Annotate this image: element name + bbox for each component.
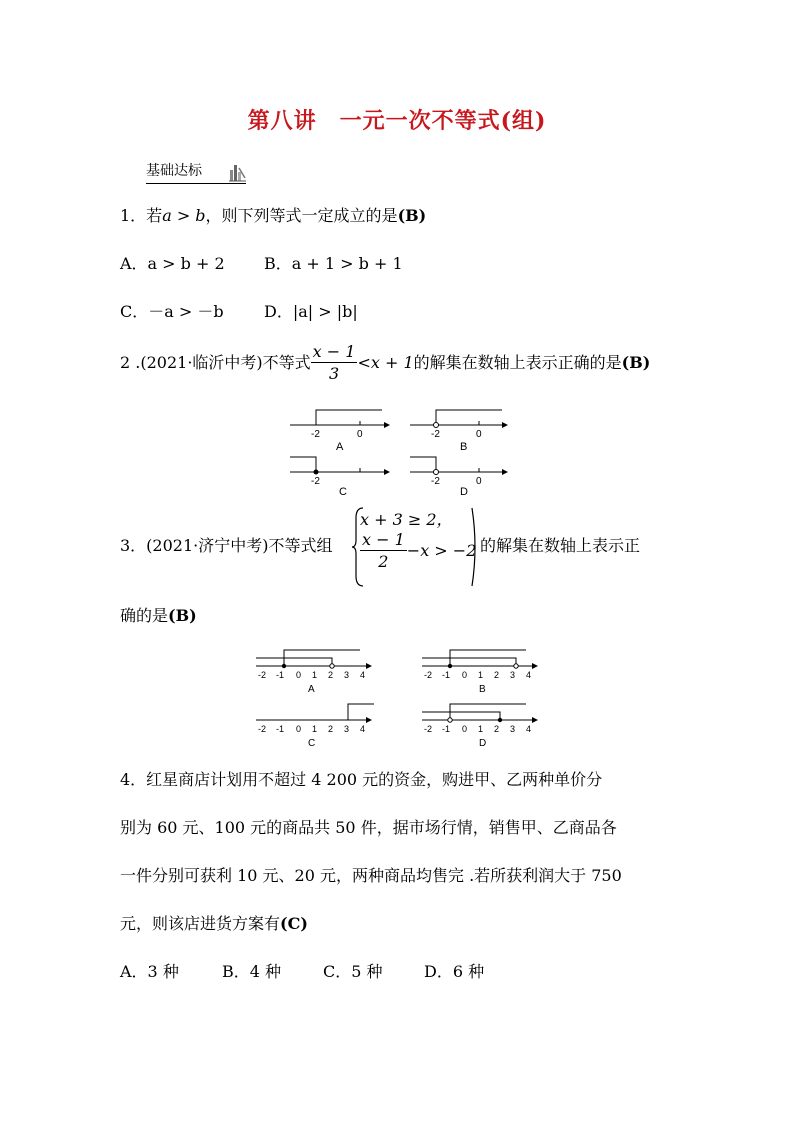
q3-a-tick: 3 [344, 670, 350, 680]
q3-a-tick: 0 [296, 670, 302, 680]
q3-a-tick: -1 [276, 670, 285, 680]
q3-c-tick: 1 [312, 724, 318, 734]
q4-line4-text: 元，则该店进货方案有 [120, 914, 281, 933]
q3-b-tick: -1 [442, 670, 451, 680]
q2-suffix: 的解集在数轴上表示正确的是 [413, 353, 622, 372]
q3-line2-text: 确的是 [120, 606, 169, 625]
q1-option-d: D．|a| > |b| [264, 302, 358, 321]
q2-diagram-c [290, 457, 390, 498]
q1-prefix: 1．若 [120, 206, 163, 225]
q3-right-paren [470, 506, 480, 588]
q3-a-tick: 2 [328, 670, 334, 680]
q3-line-continued [120, 606, 197, 626]
q4-option-a: A．3 种 [120, 962, 179, 981]
q3-a-tick: -2 [258, 670, 267, 680]
q3-b-tick: 1 [478, 670, 484, 680]
q2-c-tick-neg2: -2 [311, 476, 320, 487]
q3-c-tick: 3 [344, 724, 350, 734]
q2-frac-denominator: 3 [328, 364, 340, 383]
q3-b-tick: 3 [510, 670, 516, 680]
q1-option-a: A．a > b + 2 [120, 254, 225, 273]
q3-frac-numerator: x − 1 [362, 530, 405, 549]
q2-diagram-b [410, 410, 508, 453]
q3-diagram-c [256, 704, 374, 749]
q2-b-label: B [460, 441, 468, 453]
q3-b-tick: 0 [462, 670, 468, 680]
question-2-stem [120, 342, 650, 385]
q4-option-b: B．4 种 [222, 962, 282, 981]
q3-a-tick: 4 [360, 670, 366, 680]
q2-d-tick-neg2: -2 [431, 476, 440, 487]
q2-fraction [311, 342, 358, 385]
q3-frac-denominator: 2 [378, 552, 389, 571]
q2-diagram-d [410, 457, 508, 498]
q3-c-tick: 2 [328, 724, 334, 734]
section-label: 基础达标 [146, 163, 202, 179]
q2-a-label: A [336, 441, 344, 453]
page-title: 第八讲 一元一次不等式(组) [247, 108, 547, 134]
q3-line2 [360, 530, 476, 573]
q3-d-tick: -2 [424, 724, 433, 734]
q3-a-tick: 1 [312, 670, 318, 680]
q3-answer: (B) [168, 606, 197, 625]
q2-c-label: C [339, 486, 347, 498]
q3-diagram-b [422, 650, 538, 695]
question-1-stem [120, 206, 426, 226]
q1-answer: (B) [397, 206, 427, 225]
q3-number-lines [250, 644, 550, 752]
q3-b-tick: 2 [494, 670, 500, 680]
section-underline [146, 183, 246, 184]
q4-line1: 4．红星商店计划用不超过 4 200 元的资金，购进甲、乙两种单价分 [120, 770, 603, 789]
q3-c-tick: 4 [360, 724, 366, 734]
q3-c-tick: -1 [276, 724, 285, 734]
q3-c-tick: 0 [296, 724, 302, 734]
q4-line3: 一件分别可获利 10 元、20 元，两种商品均售完 .若所获利润大于 750 [120, 866, 622, 885]
q3-d-tick: 4 [526, 724, 532, 734]
q3-d-label: D [479, 738, 487, 749]
q3-d-tick: 3 [510, 724, 516, 734]
q2-after-fraction: <x + 1 [357, 353, 414, 372]
q2-answer: (B) [621, 353, 651, 372]
q2-frac-numerator: x − 1 [312, 342, 356, 361]
bar-chart-icon [229, 162, 247, 182]
q4-option-d: D．6 种 [424, 962, 485, 981]
q2-d-label: D [460, 486, 468, 498]
q3-b-tick: -2 [424, 670, 433, 680]
q3-b-label: B [479, 684, 486, 695]
q2-d-tick-0: 0 [476, 476, 482, 487]
q4-line2: 别为 60 元、100 元的商品共 50 件，据市场行情，销售甲、乙商品各 [120, 818, 617, 837]
q3-line2-rest: −x > −2 [406, 541, 477, 560]
q3-diagram-d [422, 704, 538, 749]
q3-diagram-a [256, 650, 372, 695]
q3-prefix: 3．(2021·济宁中考)不等式组 [120, 536, 333, 555]
q3-fraction [360, 530, 407, 573]
q1-option-c: C．－a > －b [120, 302, 224, 321]
q1-option-b: B．a + 1 > b + 1 [264, 254, 403, 273]
q3-c-tick: -2 [258, 724, 267, 734]
q3-d-tick: -1 [442, 724, 451, 734]
q3-d-tick: 1 [478, 724, 484, 734]
q1-mid: ，则下列等式一定成立的是 [205, 206, 398, 225]
q3-d-tick: 0 [462, 724, 468, 734]
q2-diagram-a [290, 410, 390, 453]
q4-answer: (C) [280, 914, 308, 933]
q2-b-tick-0: 0 [476, 429, 482, 440]
q2-a-tick-neg2: -2 [311, 429, 320, 440]
q3-c-label: C [308, 738, 316, 749]
q2-prefix: 2 .(2021·临沂中考)不等式 [120, 353, 311, 372]
q3-d-tick: 2 [494, 724, 500, 734]
q2-b-tick-neg2: -2 [431, 429, 440, 440]
q3-a-label: A [308, 684, 315, 695]
q3-b-tick: 4 [526, 670, 532, 680]
q4-option-c: C．5 种 [323, 962, 383, 981]
q4-line4 [120, 914, 308, 934]
q3-suffix: 的解集在数轴上表示正 [480, 536, 641, 555]
q1-condition: a > b [162, 206, 206, 225]
q3-line1: x + 3 ≥ 2， [360, 510, 453, 529]
q2-a-tick-0: 0 [357, 429, 363, 440]
q2-number-lines [280, 400, 520, 500]
